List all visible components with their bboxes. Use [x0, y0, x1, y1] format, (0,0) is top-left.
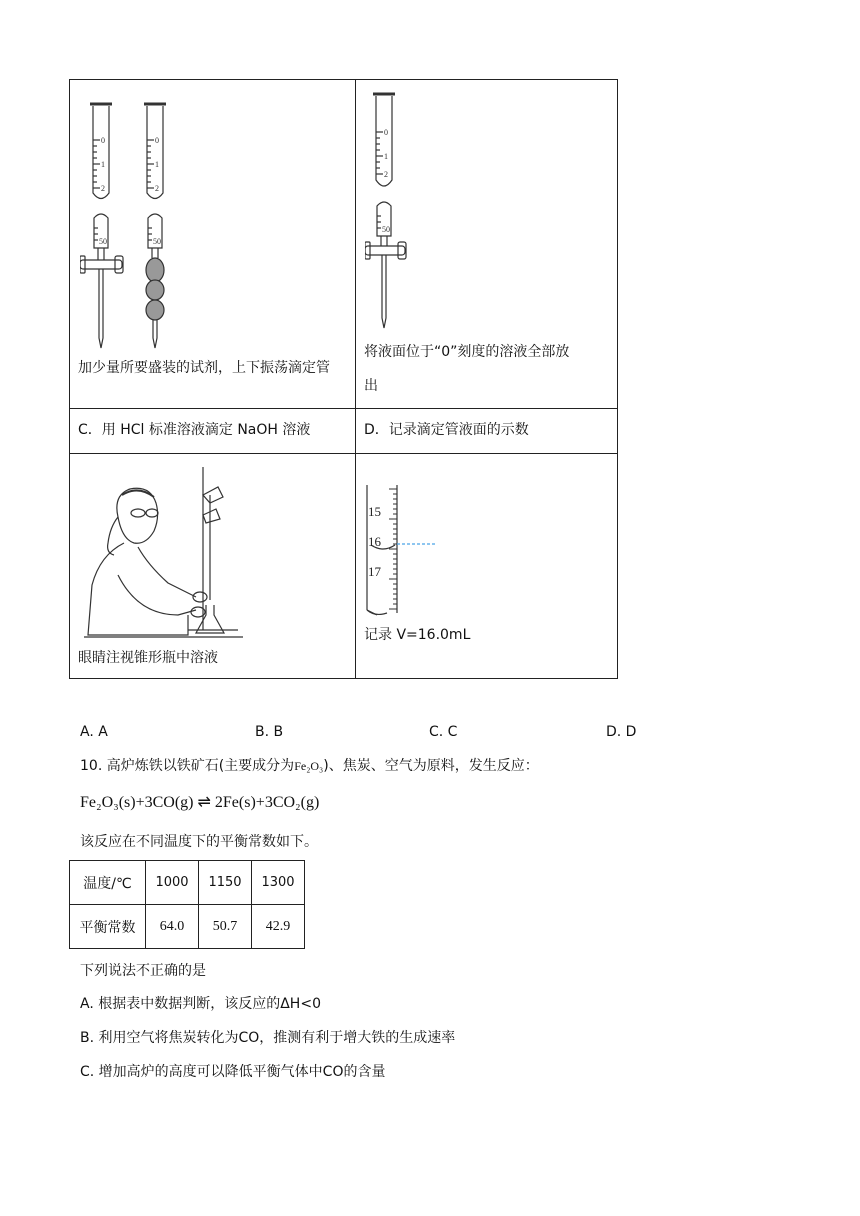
- burette-label-1: 1: [101, 160, 105, 169]
- burette-scale-illustration: [365, 485, 455, 620]
- column-divider: [355, 80, 356, 678]
- burette-label-2: 2: [101, 184, 105, 193]
- burette-label-0: 0: [384, 128, 388, 137]
- question-10-option-b: B. 利用空气将焦炭转化为CO，推测有利于增大铁的生成速率: [80, 1030, 456, 1046]
- cell-c-caption: 眼睛注视锥形瓶中溶液: [78, 650, 218, 666]
- row-d-header: D．记录滴定管液面的示数: [364, 422, 529, 438]
- cell-d2-caption: 记录 V=16.0mL: [364, 627, 471, 643]
- burette-illustration: [365, 88, 425, 333]
- stem-part-a: 10. 高炉炼铁以铁矿石(主要成分为: [80, 758, 295, 774]
- answer-a: A. A: [80, 724, 108, 740]
- answer-c: C. C: [429, 724, 458, 740]
- scale-label-16: 16: [368, 534, 381, 549]
- cell-d-caption-line2: 出: [364, 378, 378, 394]
- question-10-intro: 该反应在不同温度下的平衡常数如下。: [80, 834, 318, 850]
- table-row: [70, 905, 305, 949]
- burette-label-0: 0: [101, 136, 105, 145]
- question-10-option-a: A. 根据表中数据判断，该反应的ΔH<0: [80, 996, 321, 1012]
- cell-d-caption-line1: 将液面位于“0”刻度的溶液全部放: [364, 344, 570, 360]
- question-10-option-c: C. 增加高炉的高度可以降低平衡气体中CO的含量: [80, 1064, 386, 1080]
- burette-label-50: 50: [99, 237, 107, 246]
- table-row: [70, 861, 305, 905]
- stem-part-b: )、焦炭、空气为原料，发生反应：: [323, 758, 539, 774]
- options-table: [69, 79, 618, 679]
- row-divider: [70, 408, 617, 409]
- table-cell: 64.0: [146, 905, 199, 949]
- answer-b: B. B: [255, 724, 284, 740]
- scale-label-17: 17: [368, 564, 381, 579]
- burette-label-1: 1: [384, 152, 388, 161]
- table-cell: 1150: [199, 861, 252, 905]
- table-cell: 50.7: [199, 905, 252, 949]
- burette-pair-illustration: [80, 98, 190, 353]
- titration-student-illustration: [78, 465, 248, 645]
- burette-label-2: 2: [155, 184, 159, 193]
- burette-label-0: 0: [155, 136, 159, 145]
- table-header-temperature: 温度/℃: [70, 861, 146, 905]
- answer-d: D. D: [606, 724, 637, 740]
- question-10-prompt: 下列说法不正确的是: [80, 963, 206, 979]
- table-cell: 1000: [146, 861, 199, 905]
- burette-label-2: 2: [384, 170, 388, 179]
- equilibrium-constant-table: [69, 860, 305, 949]
- row-divider: [70, 453, 617, 454]
- table-header-constant: 平衡常数: [70, 905, 146, 949]
- cell-b-caption: 加少量所要盛装的试剂，上下振荡滴定管: [78, 360, 330, 376]
- burette-label-1: 1: [155, 160, 159, 169]
- question-10-stem: [80, 756, 539, 776]
- table-cell: 1300: [252, 861, 305, 905]
- burette-label-50: 50: [153, 237, 161, 246]
- stem-formula: Fe₂O₃: [294, 759, 324, 773]
- table-cell: 42.9: [252, 905, 305, 949]
- burette-label-50: 50: [382, 225, 390, 234]
- reaction-equation: Fe₂O₃(s)+3CO(g) ⇌ 2Fe(s)+3CO₂(g): [80, 794, 320, 811]
- row-c-header: C．用 HCl 标准溶液滴定 NaOH 溶液: [78, 422, 311, 438]
- scale-label-15: 15: [368, 504, 381, 519]
